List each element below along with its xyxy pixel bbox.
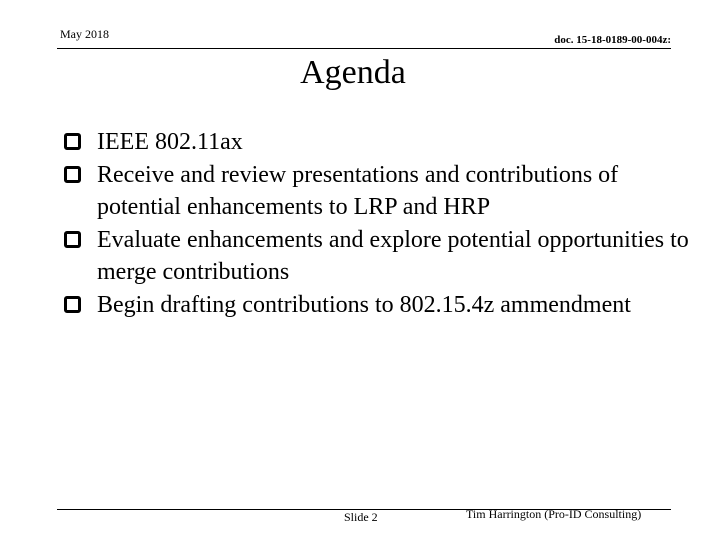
header-divider [57, 48, 671, 49]
agenda-item-text: Receive and review presentations and contributions of potential enhancements to LRP and HRP [97, 161, 619, 220]
header-doc-id: doc. 15-18-0189-00-004z: [554, 34, 671, 46]
hollow-square-bullet-icon [64, 166, 81, 183]
header-date: May 2018 [60, 27, 109, 41]
slide-title: Agenda [300, 54, 406, 91]
footer-author: Tim Harrington (Pro-ID Consulting) [466, 507, 642, 521]
agenda-item [64, 126, 704, 159]
footer-slide-number: Slide 2 [344, 510, 378, 524]
hollow-square-bullet-icon [64, 133, 81, 150]
agenda-item [64, 289, 704, 322]
agenda-item-text: Begin drafting contributions to 802.15.4z ammendment [97, 291, 631, 318]
agenda-item [64, 159, 704, 224]
agenda-item [64, 224, 704, 289]
agenda-item-text: Evaluate enhancements and explore potential opportunities to merge contributions [97, 226, 689, 285]
hollow-square-bullet-icon [64, 296, 81, 313]
agenda-list [64, 126, 704, 321]
agenda-item-text: IEEE 802.11ax [97, 129, 243, 155]
hollow-square-bullet-icon [64, 231, 81, 248]
